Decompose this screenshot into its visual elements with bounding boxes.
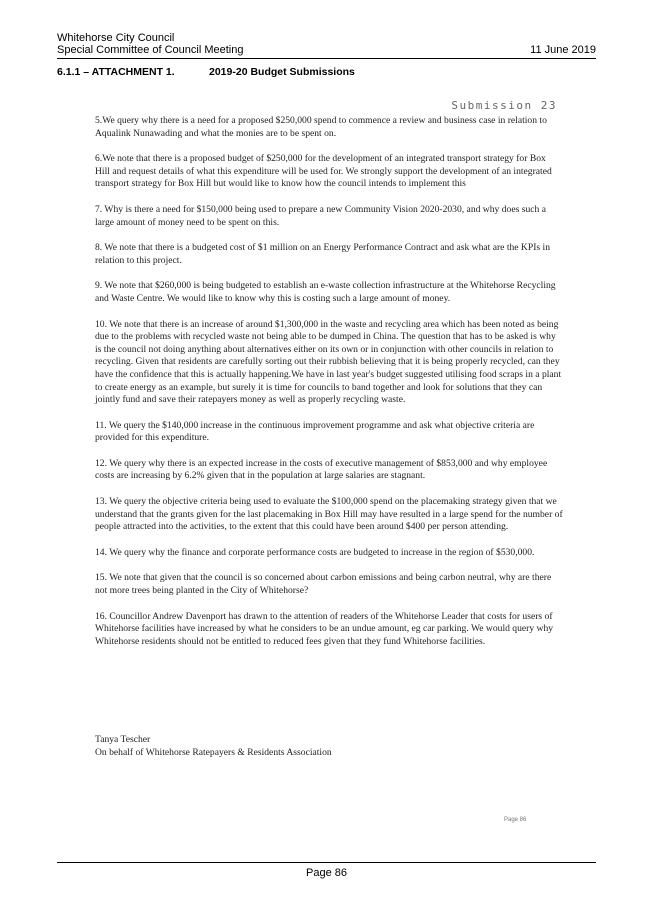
paragraph-5: 5.We query why there is a need for a proposed $250,000 spend to commence a review and business case in relation to Aqualink Nunawading and what the monies are to be spent on. bbox=[95, 115, 547, 139]
paragraph-12: 12. We query why there is an expected increase in the costs of executive management of $853,000 and why employee costs are increasing by 6.2% given that in the population at large salaries are stagnant. bbox=[95, 457, 548, 482]
signatory-organisation: On behalf of Whitehorse Ratepayers & Residents Association bbox=[95, 746, 332, 758]
paragraph-6: 6.We note that there is a proposed budget of $250,000 for the development of an integrated transport strategy for Box Hill and request details of what this expenditure will be used for. We strongly support the development of an integrated transport strategy for Box Hill but would like to know how the council intends to implement this bbox=[95, 153, 552, 190]
footer-page-number: Page 86 bbox=[306, 867, 347, 879]
paragraph-16: 16. Councillor Andrew Davenport has drawn to the attention of readers of the Whitehorse Leader that costs for users of Whitehorse facilities have increased by what he considers to be an undue amount, eg car parking. We would query why Whitehorse residents should not be entitled to reduced fees given that they fund Whitehorse facilities. bbox=[95, 610, 554, 647]
footer-divider bbox=[57, 862, 596, 863]
paragraph-13: 13. We query the objective criteria being used to evaluate the $100,000 spend on the placemaking strategy given that we understand that the grants given for the last placemaking in Box Hill may have resulted in a large spend for the number of people attracted into the activities, to the extent that this could have been around $400 per person attending. bbox=[95, 496, 563, 533]
paragraph-10: 10. We note that there is an increase of around $1,300,000 in the waste and recycling area which has been noted as being due to the problems with recycled waste not being able to be dumped in China. The question that has to be asked is why is the council not doing anything about alternatives either on its own or in conjunction with other councils in relation to recycling. Given that residents are carefully sorting out their rubbish believing that it is being properly recycled, can they have the confidence that this is actually happening.We have in last year's budget suggested utilising food scraps in a plant to create energy as an example, but surely it is time for councils to band together and look for solutions that they can jointly fund and save their ratepayers money as well as properly recycling waste. bbox=[95, 318, 562, 406]
paragraph-8: 8. We note that there is a budgeted cost of $1 million on an Energy Performance Contract and ask what are the KPIs in relation to this project. bbox=[95, 242, 550, 266]
submission-number: Submission 23 bbox=[451, 99, 557, 112]
committee-name: Special Committee of Council Meeting bbox=[57, 44, 244, 56]
signatory-name: Tanya Tescher bbox=[95, 734, 151, 745]
paragraph-15: 15. We note that given that the council is so concerned about carbon emissions and being carbon neutral, why are there not more trees being planted in the City of Whitehorse? bbox=[95, 572, 552, 597]
paragraph-9: 9. We note that $260,000 is being budgeted to establish an e-waste collection infrastructure at the Whitehorse Recycling and Waste Centre. We would like to know why this is costing such a large amount of money. bbox=[95, 280, 556, 304]
paragraph-7: 7. Why is there a need for $150,000 being used to prepare a new Community Vision 2020-2030, and why does such a large amount of money need to be spent on this. bbox=[95, 203, 546, 228]
signature-block bbox=[95, 734, 332, 759]
attachment-title: 2019-20 Budget Submissions bbox=[209, 66, 355, 78]
meeting-date: 11 June 2019 bbox=[530, 44, 596, 56]
paragraph-11: 11. We query the $140,000 increase in the continuous improvement programme and ask what objective criteria are provided for this expenditure. bbox=[95, 419, 535, 444]
paragraph-14: 14. We query why the finance and corporate performance costs are budgeted to increase in the region of $530,000. bbox=[95, 546, 535, 558]
submission-body bbox=[95, 115, 563, 661]
council-name: Whitehorse City Council bbox=[57, 32, 175, 44]
attachment-heading bbox=[57, 66, 355, 78]
header-divider bbox=[57, 58, 596, 59]
attachment-label: 6.1.1 – ATTACHMENT 1. bbox=[57, 66, 175, 78]
scanned-page-stamp: Page 86 bbox=[504, 817, 527, 823]
